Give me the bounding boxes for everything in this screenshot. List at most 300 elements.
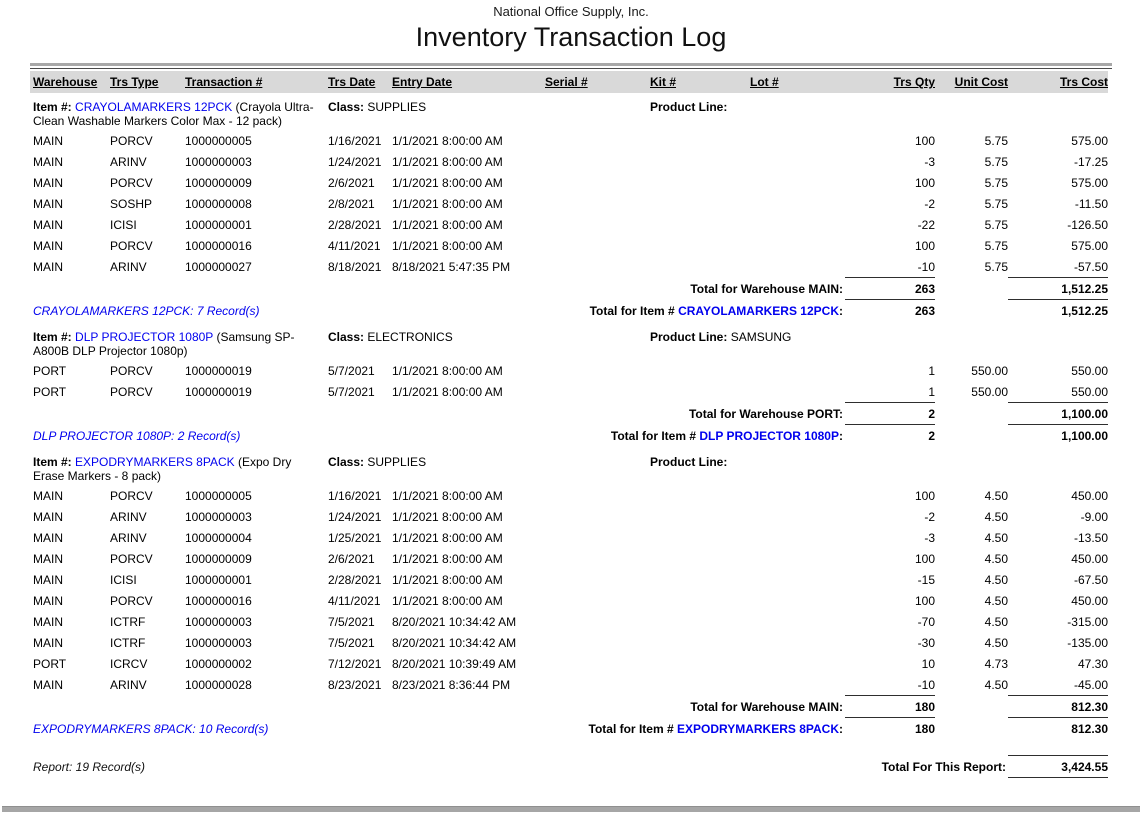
serial-cell: [545, 611, 650, 632]
trs-date-cell: 1/25/2021: [328, 531, 382, 545]
warehouse-total-label: Total for Warehouse MAIN:: [690, 281, 843, 296]
serial-spacer-cell: [545, 323, 650, 360]
lot-cell: [750, 590, 845, 611]
warehouse-total-label: Total for Warehouse MAIN:: [690, 699, 843, 714]
lot-cell: [750, 653, 845, 674]
kit-cell: [650, 256, 750, 278]
warehouse-total-row: [30, 696, 1108, 718]
kit-cell: [650, 193, 750, 214]
transaction-cell: 1000000028: [185, 678, 252, 692]
warehouse-total-qty: 2: [845, 403, 935, 425]
warehouse-cell: MAIN: [33, 573, 63, 587]
serial-cell: [545, 590, 650, 611]
item-total-qty: 263: [914, 304, 935, 318]
transaction-cell: 1000000002: [185, 657, 252, 671]
transaction-row: [30, 674, 1108, 696]
item-total-label: [328, 718, 845, 742]
warehouse-cell: MAIN: [33, 239, 63, 253]
col-header-trs-date: Trs Date: [328, 71, 392, 93]
transaction-row: [30, 548, 1108, 569]
kit-cell: [650, 569, 750, 590]
lot-cell: [750, 235, 845, 256]
unit-cost-spacer-cell: [935, 718, 1008, 742]
col-header-warehouse: Warehouse: [30, 71, 110, 93]
entry-date-cell: 1/1/2021 8:00:00 AM: [392, 552, 503, 566]
report-total-row: [30, 756, 1108, 778]
item-record-count: DLP PROJECTOR 1080P: 2 Record(s): [33, 428, 241, 443]
trs-type-cell: ICISI: [110, 573, 137, 587]
kit-cell: [650, 485, 750, 506]
unit-cost-cell: 4.73: [984, 657, 1008, 671]
trs-type-cell: SOSHP: [110, 197, 153, 211]
entry-date-cell: 1/1/2021 8:00:00 AM: [392, 197, 503, 211]
item-total-prefix: Total for Item #: [588, 721, 674, 736]
entry-date-cell: 1/1/2021 8:00:00 AM: [392, 218, 503, 232]
report-record-count: Report: 19 Record(s): [33, 759, 146, 774]
transaction-row: [30, 151, 1108, 172]
product-line-label: Product Line:: [650, 455, 728, 469]
trs-type-cell: PORCV: [110, 239, 153, 253]
trs-type-cell: ARINV: [110, 531, 147, 545]
entry-date-cell: 1/1/2021 8:00:00 AM: [392, 134, 503, 148]
serial-cell: [545, 214, 650, 235]
class-label: Class:: [328, 455, 365, 469]
trs-date-cell: 4/11/2021: [328, 594, 381, 608]
trs-cost-cell: 550.00: [1071, 385, 1108, 399]
transaction-cell: 1000000019: [185, 364, 252, 378]
col-header-transaction: Transaction #: [185, 71, 328, 93]
serial-spacer-cell: [545, 93, 650, 130]
unit-cost-cell: 4.50: [984, 573, 1008, 587]
item-label: Item #:: [33, 330, 72, 344]
unit-cost-cell: 4.50: [984, 678, 1008, 692]
transaction-row: [30, 214, 1108, 235]
class-cell: [328, 323, 545, 360]
serial-cell: [545, 360, 650, 381]
entry-date-cell: 1/1/2021 8:00:00 AM: [392, 364, 503, 378]
trs-date-cell: 5/7/2021: [328, 364, 375, 378]
warehouse-cell: PORT: [33, 385, 67, 399]
product-line-value: SAMSUNG: [730, 330, 792, 344]
trs-type-cell: PORCV: [110, 594, 153, 608]
warehouse-cell: MAIN: [33, 260, 63, 274]
qty-cell: -2: [924, 197, 935, 211]
qty-cell: 1: [928, 385, 935, 399]
serial-cell: [545, 130, 650, 151]
trs-cost-cell: 450.00: [1071, 489, 1108, 503]
lot-cell: [750, 193, 845, 214]
warehouse-cell: MAIN: [33, 636, 63, 650]
warehouse-total-row: [30, 403, 1108, 425]
transaction-row: [30, 381, 1108, 403]
product-line-cell: [650, 93, 1108, 130]
entry-date-cell: 1/1/2021 8:00:00 AM: [392, 510, 503, 524]
trs-type-cell: ARINV: [110, 510, 147, 524]
transaction-row: [30, 632, 1108, 653]
qty-cell: 100: [914, 594, 935, 608]
warehouse-cell: MAIN: [33, 176, 63, 190]
unit-cost-cell: 5.75: [984, 134, 1008, 148]
unit-cost-cell: 4.50: [984, 636, 1008, 650]
warehouse-cell: MAIN: [33, 594, 63, 608]
entry-date-cell: 8/18/2021 5:47:35 PM: [392, 260, 511, 274]
trs-date-cell: 2/28/2021: [328, 573, 382, 587]
trs-date-cell: 8/18/2021: [328, 260, 382, 274]
item-header-cell: [30, 448, 328, 485]
unit-cost-cell: 550.00: [971, 385, 1008, 399]
unit-cost-cell: 4.50: [984, 510, 1008, 524]
trs-cost-cell: 575.00: [1071, 239, 1108, 253]
trs-cost-cell: 47.30: [1077, 657, 1108, 671]
company-name: National Office Supply, Inc.: [493, 4, 649, 19]
item-total-row: [30, 718, 1108, 742]
item-total-qty: 2: [928, 429, 935, 443]
item-total-colon: :: [839, 428, 843, 443]
item-code-link[interactable]: EXPODRYMARKERS 8PACK: [676, 721, 839, 736]
trs-cost-cell: -315.00: [1067, 615, 1108, 629]
transaction-row: [30, 485, 1108, 506]
trs-date-cell: 8/23/2021: [328, 678, 382, 692]
lot-cell: [750, 214, 845, 235]
qty-cell: 100: [914, 134, 935, 148]
item-code-link[interactable]: CRAYOLAMARKERS 12PCK: [75, 100, 233, 114]
lot-cell: [750, 569, 845, 590]
item-description: (Expo Dry Erase Markers - 8 pack): [33, 455, 292, 483]
item-total-colon: :: [839, 721, 843, 736]
transaction-cell: 1000000001: [185, 573, 252, 587]
col-header-lot: Lot #: [750, 71, 845, 93]
item-total-cost: 1,512.25: [1061, 304, 1108, 318]
warehouse-cell: MAIN: [33, 197, 63, 211]
qty-cell: -3: [924, 155, 935, 169]
item-label: Item #:: [33, 455, 72, 469]
trs-date-cell: 7/5/2021: [328, 636, 375, 650]
unit-cost-cell: 4.50: [984, 594, 1008, 608]
serial-cell: [545, 193, 650, 214]
lot-cell: [750, 506, 845, 527]
transaction-cell: 1000000005: [185, 134, 252, 148]
trs-type-cell: ICTRF: [110, 615, 146, 629]
trs-cost-cell: -13.50: [1073, 531, 1108, 545]
item-code-link[interactable]: EXPODRYMARKERS 8PACK: [75, 455, 235, 469]
unit-cost-cell: 4.50: [984, 552, 1008, 566]
transaction-row: [30, 130, 1108, 151]
item-header-cell: [30, 93, 328, 130]
lot-cell: [750, 381, 845, 403]
trs-type-cell: ICISI: [110, 218, 137, 232]
kit-cell: [650, 214, 750, 235]
kit-cell: [650, 590, 750, 611]
trs-date-cell: 2/6/2021: [328, 552, 375, 566]
qty-cell: -2: [924, 510, 935, 524]
unit-cost-cell: 5.75: [984, 176, 1008, 190]
trs-type-cell: ARINV: [110, 678, 147, 692]
item-total-label: [328, 300, 845, 324]
warehouse-total-qty: 180: [845, 696, 935, 718]
report-total-label: Total For This Report:: [881, 759, 1006, 774]
qty-cell: 100: [914, 176, 935, 190]
unit-cost-spacer-cell: [935, 403, 1008, 425]
transaction-cell: 1000000004: [185, 531, 252, 545]
class-value: ELECTRONICS: [367, 330, 453, 344]
transaction-row: [30, 235, 1108, 256]
top-rule: [30, 63, 1112, 69]
transaction-row: [30, 172, 1108, 193]
item-code-link[interactable]: CRAYOLAMARKERS 12PCK: [678, 303, 839, 318]
entry-date-cell: 1/1/2021 8:00:00 AM: [392, 385, 503, 399]
trs-date-cell: 1/24/2021: [328, 155, 382, 169]
warehouse-total-row: [30, 278, 1108, 300]
warehouse-cell: MAIN: [33, 531, 63, 545]
lot-cell: [750, 548, 845, 569]
transaction-cell: 1000000016: [185, 239, 252, 253]
serial-cell: [545, 485, 650, 506]
kit-cell: [650, 653, 750, 674]
transaction-row: [30, 256, 1108, 278]
item-header-row: [30, 323, 1108, 360]
lot-cell: [750, 172, 845, 193]
kit-cell: [650, 381, 750, 403]
trs-cost-cell: 575.00: [1071, 176, 1108, 190]
serial-cell: [545, 506, 650, 527]
warehouse-cell: MAIN: [33, 155, 63, 169]
qty-cell: 100: [914, 239, 935, 253]
qty-cell: -3: [924, 531, 935, 545]
trs-cost-cell: -45.00: [1073, 678, 1108, 692]
item-record-count: EXPODRYMARKERS 8PACK: 10 Record(s): [33, 721, 269, 736]
kit-cell: [650, 130, 750, 151]
trs-date-cell: 2/8/2021: [328, 197, 375, 211]
trs-cost-cell: -135.00: [1067, 636, 1108, 650]
trs-date-cell: 7/5/2021: [328, 615, 375, 629]
unit-cost-cell: 5.75: [984, 239, 1008, 253]
product-line-cell: [650, 448, 1108, 485]
qty-cell: -22: [917, 218, 935, 232]
item-total-row: [30, 300, 1108, 324]
column-header-row: [30, 71, 1108, 93]
entry-date-cell: 1/1/2021 8:00:00 AM: [392, 594, 503, 608]
unit-cost-cell: 4.50: [984, 489, 1008, 503]
warehouse-cell: MAIN: [33, 678, 63, 692]
item-header-row: [30, 93, 1108, 130]
unit-cost-cell: 5.75: [984, 260, 1008, 274]
serial-cell: [545, 256, 650, 278]
warehouse-cell: MAIN: [33, 552, 63, 566]
transaction-row: [30, 653, 1108, 674]
trs-type-cell: ARINV: [110, 260, 147, 274]
unit-cost-cell: 5.75: [984, 197, 1008, 211]
col-header-unit-cost: Unit Cost: [935, 71, 1008, 93]
lot-cell: [750, 632, 845, 653]
lot-cell: [750, 485, 845, 506]
lot-cell: [750, 611, 845, 632]
trs-type-cell: ICTRF: [110, 636, 146, 650]
qty-cell: -30: [917, 636, 935, 650]
qty-cell: 1: [928, 364, 935, 378]
entry-date-cell: 1/1/2021 8:00:00 AM: [392, 176, 503, 190]
kit-cell: [650, 632, 750, 653]
lot-cell: [750, 151, 845, 172]
trs-cost-cell: 450.00: [1071, 552, 1108, 566]
kit-cell: [650, 172, 750, 193]
kit-cell: [650, 506, 750, 527]
item-label: Item #:: [33, 100, 72, 114]
spacer-cell: [30, 741, 1108, 756]
warehouse-total-cost: 1,512.25: [1008, 278, 1108, 300]
trs-cost-cell: -9.00: [1080, 510, 1108, 524]
serial-cell: [545, 381, 650, 403]
trs-cost-cell: -126.50: [1067, 218, 1108, 232]
product-line-label: Product Line:: [650, 100, 728, 114]
warehouse-cell: MAIN: [33, 218, 63, 232]
item-header-row: [30, 448, 1108, 485]
entry-date-cell: 8/20/2021 10:34:42 AM: [392, 636, 517, 650]
serial-cell: [545, 569, 650, 590]
col-header-entry-date: Entry Date: [392, 71, 545, 93]
entry-date-cell: 8/20/2021 10:39:49 AM: [392, 657, 517, 671]
product-line-label: Product Line:: [650, 330, 728, 344]
unit-cost-cell: 4.50: [984, 615, 1008, 629]
item-total-prefix: Total for Item #: [610, 428, 697, 443]
qty-cell: 100: [914, 552, 935, 566]
warehouse-cell: MAIN: [33, 510, 63, 524]
transaction-row: [30, 527, 1108, 548]
entry-date-cell: 1/1/2021 8:00:00 AM: [392, 531, 503, 545]
kit-cell: [650, 527, 750, 548]
trs-date-cell: 2/28/2021: [328, 218, 382, 232]
warehouse-cell: MAIN: [33, 615, 63, 629]
trs-type-cell: PORCV: [110, 385, 153, 399]
trs-date-cell: 2/6/2021: [328, 176, 375, 190]
kit-cell: [650, 548, 750, 569]
class-cell: [328, 448, 545, 485]
item-code-link[interactable]: DLP PROJECTOR 1080P: [75, 330, 214, 344]
trs-cost-cell: 550.00: [1071, 364, 1108, 378]
trs-cost-cell: -57.50: [1073, 260, 1108, 274]
transaction-cell: 1000000003: [185, 615, 252, 629]
transaction-cell: 1000000009: [185, 552, 252, 566]
unit-cost-cell: 5.75: [984, 218, 1008, 232]
item-record-count: CRAYOLAMARKERS 12PCK: 7 Record(s): [33, 303, 260, 318]
warehouse-total-cost: 812.30: [1008, 696, 1108, 718]
lot-cell: [750, 674, 845, 696]
trs-type-cell: ICRCV: [110, 657, 148, 671]
class-label: Class:: [328, 330, 365, 344]
transaction-cell: 1000000003: [185, 510, 252, 524]
trs-type-cell: PORCV: [110, 134, 153, 148]
class-label: Class:: [328, 100, 365, 114]
trs-date-cell: 1/16/2021: [328, 489, 382, 503]
kit-cell: [650, 674, 750, 696]
item-total-prefix: Total for Item #: [589, 303, 675, 318]
warehouse-total-label: Total for Warehouse PORT:: [688, 406, 843, 421]
unit-cost-spacer-cell: [935, 278, 1008, 300]
item-description: (Samsung SP-A800B DLP Projector 1080p): [33, 330, 295, 358]
serial-cell: [545, 151, 650, 172]
trs-date-cell: 4/11/2021: [328, 239, 381, 253]
col-header-trs-qty: Trs Qty: [845, 71, 935, 93]
entry-date-cell: 1/1/2021 8:00:00 AM: [392, 239, 503, 253]
kit-cell: [650, 235, 750, 256]
transaction-cell: 1000000003: [185, 636, 252, 650]
unit-cost-spacer-cell: [935, 696, 1008, 718]
transaction-cell: 1000000001: [185, 218, 252, 232]
transaction-row: [30, 193, 1108, 214]
kit-cell: [650, 151, 750, 172]
serial-cell: [545, 632, 650, 653]
trs-date-cell: 5/7/2021: [328, 385, 375, 399]
item-description: (Crayola Ultra-Clean Washable Markers Color Max - 12 pack): [33, 100, 314, 128]
item-total-row: [30, 425, 1108, 449]
col-header-serial: Serial #: [545, 71, 650, 93]
transaction-table: [30, 71, 1108, 778]
lot-cell: [750, 130, 845, 151]
serial-cell: [545, 653, 650, 674]
warehouse-cell: PORT: [33, 364, 67, 378]
serial-cell: [545, 548, 650, 569]
trs-type-cell: ARINV: [110, 155, 147, 169]
serial-spacer-cell: [545, 448, 650, 485]
serial-cell: [545, 674, 650, 696]
entry-date-cell: 8/23/2021 8:36:44 PM: [392, 678, 511, 692]
entry-date-cell: 8/20/2021 10:34:42 AM: [392, 615, 517, 629]
transaction-cell: 1000000008: [185, 197, 252, 211]
item-total-qty: 180: [914, 722, 935, 736]
transaction-row: [30, 590, 1108, 611]
item-total-label: [328, 425, 845, 449]
trs-type-cell: PORCV: [110, 364, 153, 378]
qty-cell: -10: [917, 678, 935, 692]
item-header-cell: [30, 323, 328, 360]
unit-cost-spacer-cell: [935, 425, 1008, 449]
trs-date-cell: 7/12/2021: [328, 657, 382, 671]
trs-date-cell: 1/24/2021: [328, 510, 382, 524]
transaction-cell: 1000000003: [185, 155, 252, 169]
trs-cost-cell: -17.25: [1073, 155, 1108, 169]
lot-cell: [750, 527, 845, 548]
warehouse-total-qty: 263: [845, 278, 935, 300]
kit-cell: [650, 611, 750, 632]
transaction-cell: 1000000027: [185, 260, 252, 274]
transaction-cell: 1000000005: [185, 489, 252, 503]
report-total-value: 3,424.55: [1008, 756, 1108, 778]
item-total-colon: :: [839, 303, 843, 318]
col-header-kit: Kit #: [650, 71, 750, 93]
item-code-link[interactable]: DLP PROJECTOR 1080P: [699, 428, 839, 443]
serial-cell: [545, 172, 650, 193]
page-title: Inventory Transaction Log: [415, 22, 727, 52]
serial-cell: [545, 235, 650, 256]
col-header-trs-cost: Trs Cost: [1008, 71, 1108, 93]
warehouse-cell: MAIN: [33, 134, 63, 148]
bottom-edge-bar: [2, 806, 1140, 812]
transaction-row: [30, 360, 1108, 381]
unit-cost-cell: 4.50: [984, 531, 1008, 545]
col-header-trs-type: Trs Type: [110, 71, 185, 93]
product-line-cell: [650, 323, 1108, 360]
kit-cell: [650, 360, 750, 381]
trs-cost-cell: 575.00: [1071, 134, 1108, 148]
unit-cost-spacer-cell: [935, 300, 1008, 324]
qty-cell: -15: [917, 573, 935, 587]
transaction-cell: 1000000016: [185, 594, 252, 608]
trs-cost-cell: 450.00: [1071, 594, 1108, 608]
transaction-cell: 1000000019: [185, 385, 252, 399]
entry-date-cell: 1/1/2021 8:00:00 AM: [392, 573, 503, 587]
qty-cell: 10: [921, 657, 935, 671]
transaction-cell: 1000000009: [185, 176, 252, 190]
qty-cell: -70: [917, 615, 935, 629]
